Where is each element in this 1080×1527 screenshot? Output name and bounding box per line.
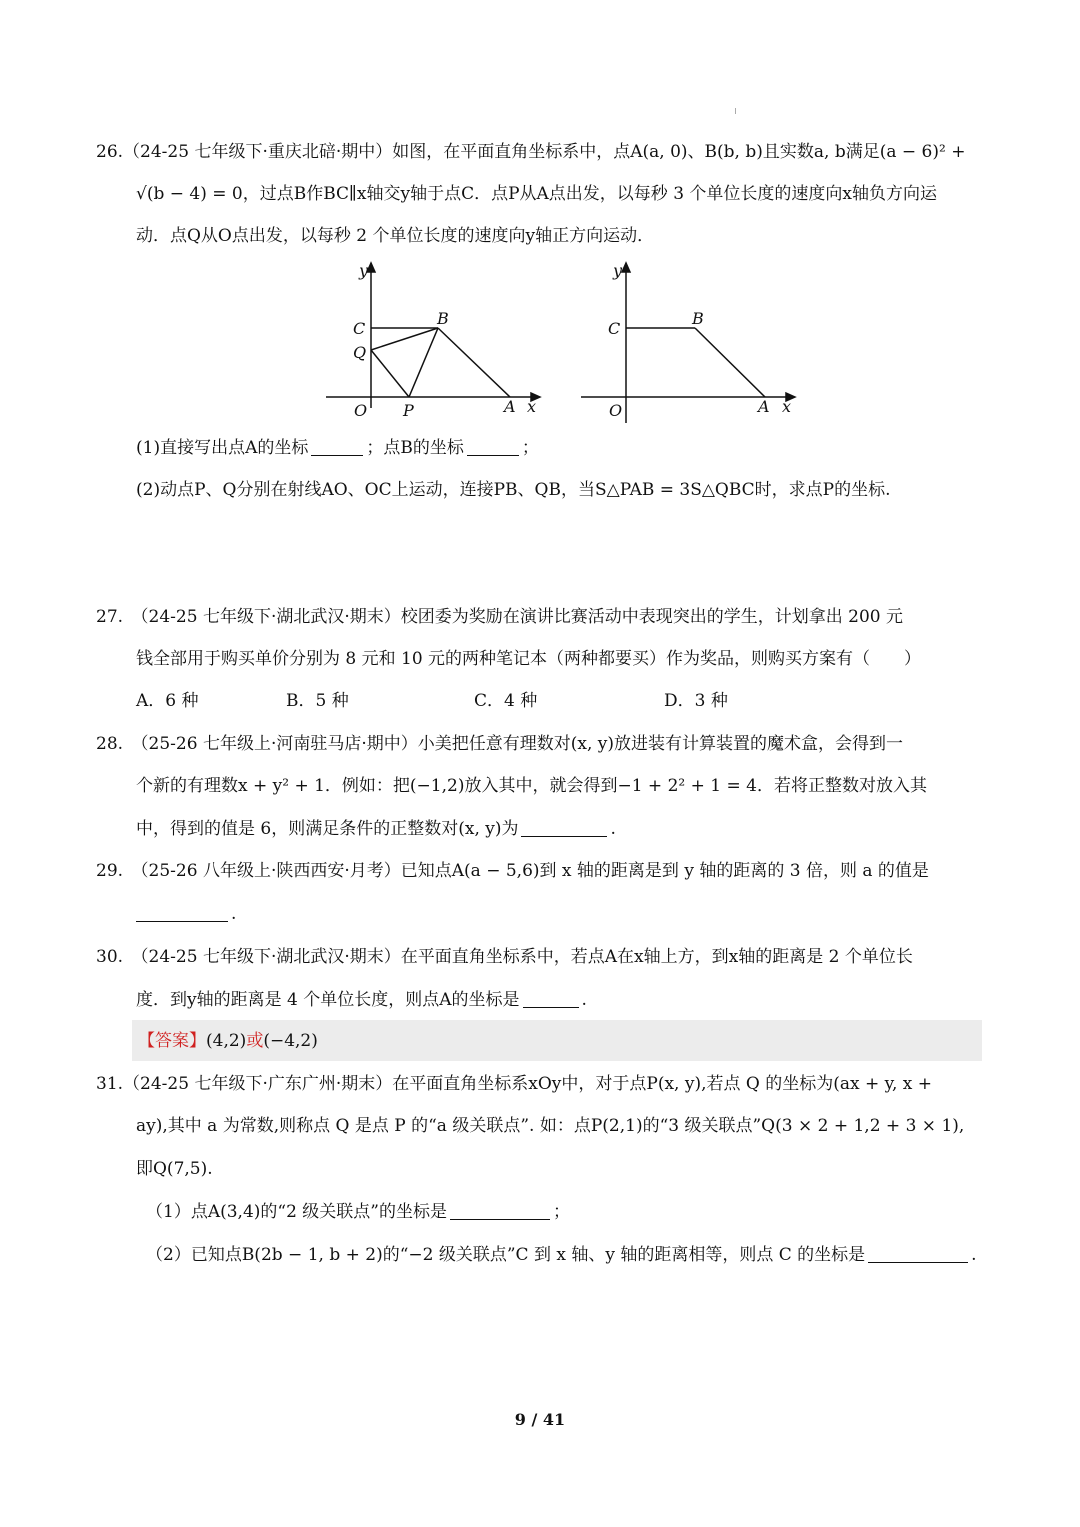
answer-value-1: (4,2) — [206, 1031, 247, 1051]
q27-option-c: C．4 种 — [474, 691, 538, 711]
q28-line3-end: . — [610, 819, 616, 839]
q31-part2-text: （2）已知点B(2b − 1, b + 2)的“−2 级关联点”C 到 x 轴、y 轴的距离相等，则点 C 的坐标是 — [146, 1245, 866, 1265]
label-O: O — [354, 401, 368, 420]
q30-line1: 30. （24-25 七年级下·湖北武汉·期末）在平面直角坐标系中，若点A在x轴上方，到x轴的距离是 2 个单位长 — [96, 947, 913, 967]
label-P: P — [403, 401, 414, 420]
q27-line2: 钱全部用于购买单价分别为 8 元和 10 元的两种笔记本（两种都要买）作为奖品，则购买方案有（ ） — [136, 649, 922, 669]
q26-line2: √(b − 4) = 0，过点B作BC∥x轴交y轴于点C．点P从A点出发，以每秒 3 个单位长度的速度向x轴负方向运 — [136, 184, 937, 204]
label-x: x — [782, 397, 792, 416]
answer-blank — [521, 820, 607, 837]
answer-or: 或 — [246, 1031, 264, 1051]
q26-figure-right — [575, 258, 805, 423]
label-C: C — [608, 319, 621, 338]
q31-part1-end: ； — [553, 1202, 570, 1222]
segment-QB — [371, 328, 438, 350]
q30-line2 — [136, 989, 587, 1011]
label-B: B — [692, 309, 704, 328]
label-A: A — [758, 397, 770, 416]
q26-line3: 动．点Q从O点出发，以每秒 2 个单位长度的速度向y轴正方向运动． — [136, 226, 655, 246]
answer-blank — [311, 439, 363, 456]
segment-PB — [409, 328, 438, 397]
q29-line1: 29. （25-26 八年级上·陕西西安·月考）已知点A(a − 5,6)到 x 轴的距离是到 y 轴的距离的 3 倍，则 a 的值是 — [96, 861, 929, 881]
q26-part1-text-b: ；点B的坐标 — [366, 438, 464, 458]
page-number: 9 / 41 — [514, 1410, 566, 1429]
answer-tag: 【答案】 — [138, 1031, 206, 1051]
label-O: O — [609, 401, 623, 420]
answer-blank — [467, 439, 519, 456]
label-B: B — [437, 309, 449, 328]
q26-part2: (2)动点P、Q分别在射线AO、OC上运动，连接PB、QB，当S△PAB = 3S△QBC时，求点P的坐标. — [136, 480, 891, 500]
q29-line2-end: . — [231, 904, 237, 924]
q27-option-d: D．3 种 — [664, 691, 728, 711]
y-arrow — [622, 263, 630, 272]
q28-line3 — [136, 818, 616, 840]
scan-mark — [735, 108, 736, 114]
y-arrow — [367, 263, 375, 272]
label-C: C — [353, 319, 366, 338]
answer-blank — [450, 1203, 550, 1220]
q29-line2 — [136, 903, 236, 925]
q30-line2-text: 度．到y轴的距离是 4 个单位长度，则点A的坐标是 — [136, 990, 520, 1010]
q31-line3: 即Q(7,5). — [136, 1159, 213, 1179]
answer-blank — [136, 905, 228, 922]
q28-line3-text: 中，得到的值是 6，则满足条件的正整数对(x, y)为 — [136, 819, 519, 839]
answer-blank — [868, 1246, 968, 1263]
q26-part1 — [136, 437, 539, 459]
label-y: y — [613, 261, 623, 280]
answer-value-2: (−4,2) — [263, 1031, 318, 1051]
q31-line1: 31.（24-25 七年级下·广东广州·期末）在平面直角坐标系xOy中，对于点P(x, y),若点 Q 的坐标为(ax + y, x + — [96, 1074, 933, 1094]
q27-line1: 27. （24-25 七年级下·湖北武汉·期末）校团委为奖励在演讲比赛活动中表现突出的学生，计划拿出 200 元 — [96, 607, 904, 627]
segment-BA — [695, 328, 765, 397]
q26-part1-text: (1)直接写出点A的坐标 — [136, 438, 309, 458]
q28-line1: 28. （25-26 七年级上·河南驻马店·期中）小美把任意有理数对(x, y)放进装有计算装置的魔术盒，会得到一 — [96, 734, 904, 754]
q26-part1-text-c: ； — [521, 438, 539, 458]
q31-part2 — [146, 1244, 977, 1266]
q26-figure-left — [320, 258, 550, 423]
answer-blank — [523, 991, 579, 1008]
segment-QP — [371, 350, 409, 397]
q31-line2: ay),其中 a 为常数,则称点 Q 是点 P 的“a 级关联点”. 如：点P(2,1)的“3 级关联点”Q(3 × 2 + 1,2 + 3 × 1), — [136, 1116, 965, 1136]
q30-line2-end: . — [581, 990, 587, 1010]
q30-answer-bar — [132, 1020, 982, 1061]
q27-option-b: B．5 种 — [286, 691, 349, 711]
label-y: y — [359, 261, 369, 280]
segment-BA — [438, 328, 510, 397]
q31-part1 — [146, 1201, 570, 1223]
q28-line2: 个新的有理数x + y² + 1．例如：把(−1,2)放入其中，就会得到−1 + 2² + 1 = 4．若将正整数对放入其 — [136, 776, 927, 796]
label-Q: Q — [353, 343, 367, 362]
q31-part1-text: （1）点A(3,4)的“2 级关联点”的坐标是 — [146, 1202, 447, 1222]
label-x: x — [527, 397, 537, 416]
q27-option-a: A．6 种 — [136, 691, 199, 711]
q31-part2-end: . — [971, 1245, 977, 1265]
label-A: A — [504, 397, 516, 416]
q26-line1: 26.（24-25 七年级下·重庆北碚·期中）如图，在平面直角坐标系中，点A(a, 0)、B(b, b)且实数a, b满足(a − 6)² + — [96, 142, 966, 162]
